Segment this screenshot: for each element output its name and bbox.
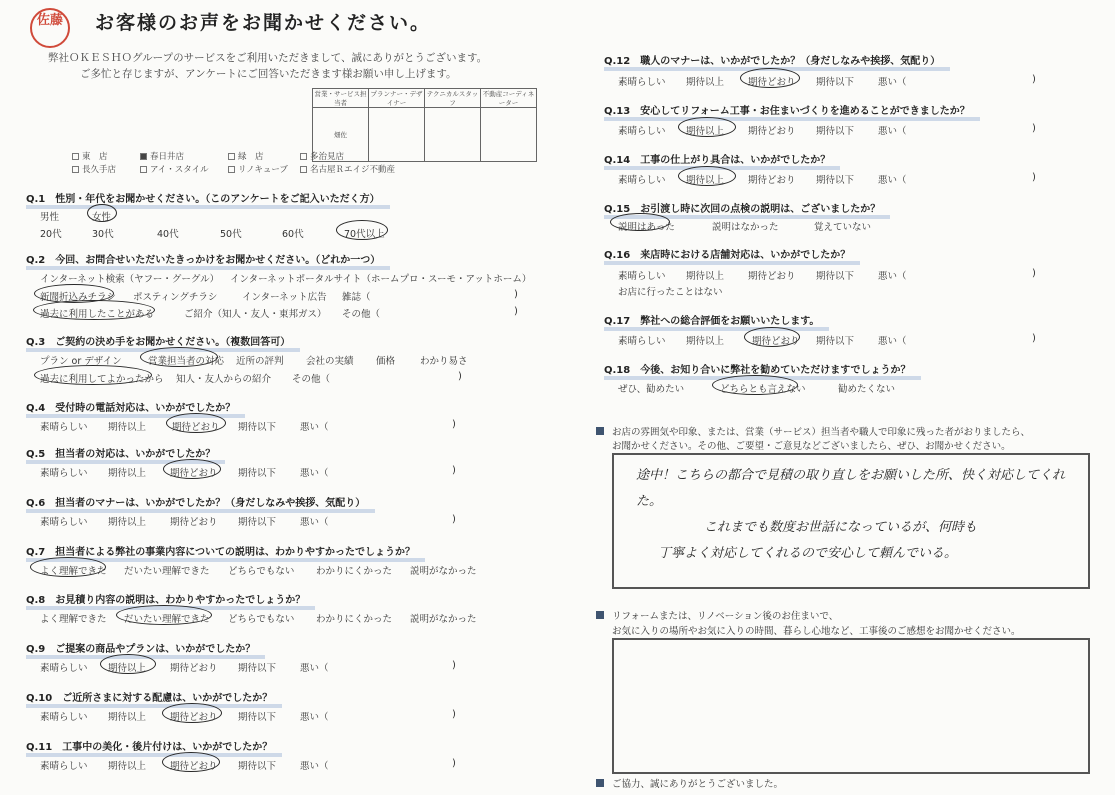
rating-option[interactable]: 期待以上 xyxy=(686,271,725,282)
selection-circle xyxy=(744,327,800,347)
store-option[interactable]: 東 店 xyxy=(72,150,108,162)
understanding-option[interactable]: どちらでもない xyxy=(228,566,295,577)
rating-option[interactable]: 期待どおり xyxy=(170,712,218,723)
rating-option[interactable]: 素晴らしい xyxy=(618,126,666,137)
option-reason[interactable]: プラン or デザイン xyxy=(40,356,122,367)
rating-option[interactable]: 期待どおり xyxy=(170,517,218,528)
close-paren: ) xyxy=(1032,172,1036,183)
close-paren: ) xyxy=(452,758,456,769)
store-option[interactable]: 長久手店 xyxy=(72,163,116,175)
staff-header-sales: 営業・サービス担当者 xyxy=(314,90,367,107)
option-age[interactable]: 50代 xyxy=(220,229,242,240)
footer-thanks: ご協力、誠にありがとうございました。 xyxy=(596,776,783,790)
rating-option[interactable]: 期待どおり xyxy=(170,468,218,479)
rating-option[interactable]: 期待どおり xyxy=(748,175,796,186)
explanation-option[interactable]: 覚えていない xyxy=(814,222,872,233)
rating-option[interactable]: 悪い（ xyxy=(300,422,329,433)
rating-option[interactable]: 悪い（ xyxy=(300,761,329,772)
checkbox-icon[interactable] xyxy=(228,153,235,160)
comment-box-1[interactable] xyxy=(612,453,1090,589)
understanding-option[interactable]: わかりにくかった xyxy=(316,566,393,577)
question-11: Q.11 工事中の美化・後片付けは、いかがでしたか？ xyxy=(26,738,272,755)
checkbox-icon[interactable] xyxy=(300,153,307,160)
rating-option[interactable]: 悪い（ xyxy=(300,663,329,674)
rating-option[interactable]: 期待以下 xyxy=(816,336,855,347)
staff-table xyxy=(312,88,537,162)
rating-option[interactable]: 期待どおり xyxy=(170,761,218,772)
selection-circle xyxy=(740,68,800,88)
option-age[interactable]: 70代以上 xyxy=(344,229,385,240)
option-male[interactable]: 男性 xyxy=(40,212,60,223)
option-reason[interactable]: 過去に利用してよかったから xyxy=(40,374,164,385)
square-bullet-icon xyxy=(596,427,604,435)
explanation-option[interactable]: 説明はあった xyxy=(618,222,675,233)
store-option[interactable]: 多治見店 xyxy=(300,150,344,162)
close-paren: ) xyxy=(452,419,456,430)
option-source[interactable]: 新聞折込みチラシ xyxy=(40,292,117,303)
selection-circle xyxy=(678,117,736,137)
recommend-option[interactable]: ぜひ、勧めたい xyxy=(618,384,685,395)
staff-header-planner: プランナー・デザイナー xyxy=(370,90,423,107)
square-bullet-icon xyxy=(596,779,604,787)
selection-circle xyxy=(162,703,222,723)
option-source[interactable]: 過去に利用したことがある xyxy=(40,309,155,320)
understanding-option[interactable]: よく理解できた xyxy=(40,614,107,625)
option-reason[interactable]: その他（ xyxy=(292,374,331,385)
checkbox-icon[interactable] xyxy=(72,153,79,160)
selection-circle xyxy=(30,557,106,577)
option-reason[interactable]: 近所の評判 xyxy=(236,356,284,367)
seal-stamp: 佐藤 xyxy=(30,8,70,48)
rating-option[interactable]: 期待以上 xyxy=(686,126,725,137)
question-7: Q.7 担当者による弊社の事業内容についての説明は、わかりやすかったでしょうか？ xyxy=(26,543,415,560)
selection-circle xyxy=(610,213,670,231)
intro-text-1: 弊社ＯＫＥＳＨＯグループのサービスをご利用いただきまして、誠にありがとうございます。 xyxy=(48,52,488,64)
selection-circle xyxy=(712,375,798,395)
rating-option[interactable]: 期待以上 xyxy=(108,468,147,479)
rating-option[interactable]: 期待以下 xyxy=(238,663,277,674)
selection-circle xyxy=(87,204,117,222)
selection-circle xyxy=(162,752,220,772)
rating-option[interactable]: 素晴らしい xyxy=(40,663,88,674)
comment-answer-line2: これまでも数度お世話になっているが、何時も xyxy=(704,520,978,535)
rating-option[interactable]: 素晴らしい xyxy=(618,271,666,282)
question-1: Q.1 性別・年代をお聞かせください。（このアンケートをご記入いただく方） xyxy=(26,190,380,207)
intro-text-2: ご多忙と存じますが、アンケートにご回答いただきます様お願い申し上げます。 xyxy=(80,68,457,80)
selection-circle xyxy=(33,300,155,320)
rating-option[interactable]: 期待以上 xyxy=(108,712,147,723)
close-paren: ) xyxy=(452,660,456,671)
option-reason[interactable]: 知人・友人からの紹介 xyxy=(176,374,272,385)
no-visit-option[interactable]: お店に行ったことはない xyxy=(618,287,723,298)
comment-prompt-2b: お気に入りの場所やお気に入りの時間、暮らし心地など、工事後のご感想をお聞かせください。 xyxy=(612,626,1021,637)
understanding-option[interactable]: 説明がなかった xyxy=(410,566,477,577)
option-source[interactable]: その他（ xyxy=(342,309,381,320)
option-source[interactable]: ご紹介（知人・友人・東邦ガス） xyxy=(184,309,327,320)
selection-circle xyxy=(116,605,212,625)
close-paren: ) xyxy=(514,289,518,300)
rating-option[interactable]: 期待以下 xyxy=(816,271,855,282)
selection-circle xyxy=(166,413,226,433)
rating-option[interactable]: 期待どおり xyxy=(170,663,218,674)
rating-option[interactable]: 悪い（ xyxy=(878,271,907,282)
rating-option[interactable]: 素晴らしい xyxy=(40,422,88,433)
question-13: Q.13 安心してリフォーム工事・お住まいづくりを進めることができましたか？ xyxy=(604,102,970,119)
rating-option[interactable]: 悪い（ xyxy=(300,517,329,528)
square-bullet-icon xyxy=(596,611,604,619)
selection-circle xyxy=(678,166,736,186)
technical-staff-name[interactable] xyxy=(425,108,481,162)
rating-option[interactable]: 素晴らしい xyxy=(40,517,88,528)
rating-option[interactable]: 期待以下 xyxy=(816,77,855,88)
understanding-option[interactable]: わかりにくかった xyxy=(316,614,393,625)
rating-option[interactable]: 期待以上 xyxy=(686,336,725,347)
rating-option[interactable]: 素晴らしい xyxy=(618,77,666,88)
sales-staff-name[interactable]: 畑佐 xyxy=(313,108,369,162)
checkbox-checked-icon[interactable] xyxy=(140,153,147,160)
understanding-option[interactable]: だいたい理解できた xyxy=(124,566,210,577)
option-reason[interactable]: 価格 xyxy=(376,356,396,367)
planner-staff-name[interactable] xyxy=(369,108,425,162)
option-reason[interactable]: わかり易さ xyxy=(420,356,468,367)
close-paren: ) xyxy=(452,709,456,720)
option-female[interactable]: 女性 xyxy=(92,212,112,223)
rating-option[interactable]: 期待どおり xyxy=(748,126,796,137)
question-5: Q.5 担当者の対応は、いかがでしたか？ xyxy=(26,445,215,462)
close-paren: ) xyxy=(452,514,456,525)
selection-circle xyxy=(34,365,152,385)
question-15: Q.15 お引渡し時に次回の点検の説明は、ございましたか？ xyxy=(604,200,880,217)
close-paren: ) xyxy=(1032,333,1036,344)
close-paren: ) xyxy=(452,465,456,476)
close-paren: ) xyxy=(458,371,462,382)
comment-answer-line3: 丁寧よく対応してくれるので安心して頼んでいる。 xyxy=(658,546,958,561)
rating-option[interactable]: 悪い（ xyxy=(300,468,329,479)
comment-box-2[interactable] xyxy=(612,638,1090,774)
question-2: Q.2 今回、お問合せいただいたきっかけをお聞かせください。（どれか一つ） xyxy=(26,251,380,268)
rating-option[interactable]: 期待どおり xyxy=(752,336,800,347)
store-option[interactable]: 名古屋Ｒエイジ不動産 xyxy=(300,163,395,175)
option-reason[interactable]: 会社の実績 xyxy=(306,356,354,367)
question-14: Q.14 工事の仕上がり具合は、いかがでしたか？ xyxy=(604,151,830,168)
store-option[interactable]: リノキューブ xyxy=(228,163,288,175)
rating-option[interactable]: 期待以下 xyxy=(238,422,277,433)
staff-header-technical: テクニカルスタッフ xyxy=(425,89,481,108)
rating-option[interactable]: 期待以上 xyxy=(108,663,147,674)
rating-option[interactable]: 期待以上 xyxy=(108,761,147,772)
option-age[interactable]: 40代 xyxy=(157,229,179,240)
understanding-option[interactable]: よく理解できた xyxy=(40,566,107,577)
comment-answer-line1: 途中！こちらの都合で見積の取り直しをお願いした所、快く対応してくれた。 xyxy=(636,468,1066,509)
question-8: Q.8 お見積り内容の説明は、わかりやすかったでしょうか？ xyxy=(26,591,305,608)
question-3: Q.3 ご契約の決め手をお聞かせください。（複数回答可） xyxy=(26,333,290,350)
rating-option[interactable]: 期待以上 xyxy=(108,422,147,433)
rating-option[interactable]: 素晴らしい xyxy=(618,336,666,347)
comment-prompt-1b: お聞かせください。その他、ご要望・ご意見などございましたら、ぜひ、お聞かせください。 xyxy=(612,441,1011,452)
question-6: Q.6 担当者のマナーは、いかがでしたか？（身だしなみや挨拶、気配り） xyxy=(26,494,365,511)
option-source[interactable]: インターネットポータルサイト（ホームプロ・スーモ・アットホーム） xyxy=(230,274,532,285)
question-17: Q.17 弊社への総合評価をお願いいたします。 xyxy=(604,312,819,329)
close-paren: ) xyxy=(514,306,518,317)
question-16: Q.16 来店時における店舗対応は、いかがでしたか？ xyxy=(604,246,850,263)
understanding-option[interactable]: 説明がなかった xyxy=(410,614,477,625)
option-age[interactable]: 60代 xyxy=(282,229,304,240)
selection-circle xyxy=(336,220,388,240)
rating-option[interactable]: 悪い（ xyxy=(878,336,907,347)
question-12: Q.12 職人のマナーは、いかがでしたか？（身だしなみや挨拶、気配り） xyxy=(604,52,940,69)
selection-circle xyxy=(140,347,218,367)
page-title: お客様のお声をお聞かせください。 xyxy=(95,12,432,34)
checkbox-icon[interactable] xyxy=(228,166,235,173)
question-10: Q.10 ご近所さまに対する配慮は、いかがでしたか？ xyxy=(26,689,272,706)
rating-option[interactable]: 期待以上 xyxy=(686,175,725,186)
rating-option[interactable]: 期待以下 xyxy=(238,712,277,723)
rating-option[interactable]: 期待以上 xyxy=(686,77,725,88)
option-source[interactable]: インターネット広告 xyxy=(242,292,327,303)
question-4: Q.4 受付時の電話対応は、いかがでしたか？ xyxy=(26,399,235,416)
store-option[interactable]: 春日井店 xyxy=(140,150,184,162)
realestate-staff-name[interactable] xyxy=(481,108,537,162)
explanation-option[interactable]: 説明はなかった xyxy=(712,222,779,233)
rating-option[interactable]: 期待以下 xyxy=(238,761,277,772)
close-paren: ) xyxy=(1032,123,1036,134)
option-source[interactable]: インターネット検索（ヤフー・グーグル） xyxy=(40,274,220,285)
rating-option[interactable]: 素晴らしい xyxy=(40,761,88,772)
staff-header-realestate: 不動産コーディネーター xyxy=(481,89,537,108)
question-18: Q.18 今後、お知り合いに弊社を勧めていただけますでしょうか？ xyxy=(604,361,911,378)
rating-option[interactable]: 悪い（ xyxy=(878,175,907,186)
rating-option[interactable]: 悪い（ xyxy=(878,77,907,88)
recommend-option[interactable]: 勧めたくない xyxy=(838,384,896,395)
rating-option[interactable]: 素晴らしい xyxy=(618,175,666,186)
option-age[interactable]: 20代 xyxy=(40,229,62,240)
store-option[interactable]: 緑 店 xyxy=(228,150,264,162)
rating-option[interactable]: 期待以上 xyxy=(108,517,147,528)
store-option[interactable]: アイ・スタイル xyxy=(140,163,209,175)
understanding-option[interactable]: どちらでもない xyxy=(228,614,295,625)
rating-option[interactable]: 期待以下 xyxy=(816,175,855,186)
rating-option[interactable]: 期待以下 xyxy=(238,517,277,528)
question-9: Q.9 ご提案の商品やプランは、いかがでしたか？ xyxy=(26,640,255,657)
rating-option[interactable]: 期待どおり xyxy=(748,77,796,88)
rating-option[interactable]: 悪い（ xyxy=(300,712,329,723)
selection-circle xyxy=(100,654,156,674)
understanding-option[interactable]: だいたい理解できた xyxy=(124,614,210,625)
selection-circle xyxy=(163,459,221,479)
rating-option[interactable]: 期待以下 xyxy=(238,468,277,479)
rating-option[interactable]: 期待以下 xyxy=(816,126,855,137)
rating-option[interactable]: 悪い（ xyxy=(878,126,907,137)
option-age[interactable]: 30代 xyxy=(92,229,114,240)
checkbox-icon[interactable] xyxy=(140,166,147,173)
comment-prompt-1: お店の雰囲気や印象、または、営業（サービス）担当者や職人で印象に残った者がおりましたら、 xyxy=(596,424,1030,438)
option-source[interactable]: 雑誌（ xyxy=(342,292,371,303)
rating-option[interactable]: 期待どおり xyxy=(748,271,796,282)
recommend-option[interactable]: どちらとも言えない xyxy=(720,384,806,395)
option-source[interactable]: ポスティングチラシ xyxy=(133,292,218,303)
checkbox-icon[interactable] xyxy=(300,166,307,173)
close-paren: ) xyxy=(1032,74,1036,85)
rating-option[interactable]: 素晴らしい xyxy=(40,712,88,723)
rating-option[interactable]: 素晴らしい xyxy=(40,468,88,479)
close-paren: ) xyxy=(1032,268,1036,279)
rating-option[interactable]: 期待どおり xyxy=(172,422,220,433)
comment-prompt-2: リフォームまたは、リノベーション後のお住まいで、 xyxy=(596,608,838,622)
checkbox-icon[interactable] xyxy=(72,166,79,173)
option-reason[interactable]: 営業担当者の対応 xyxy=(148,356,225,367)
